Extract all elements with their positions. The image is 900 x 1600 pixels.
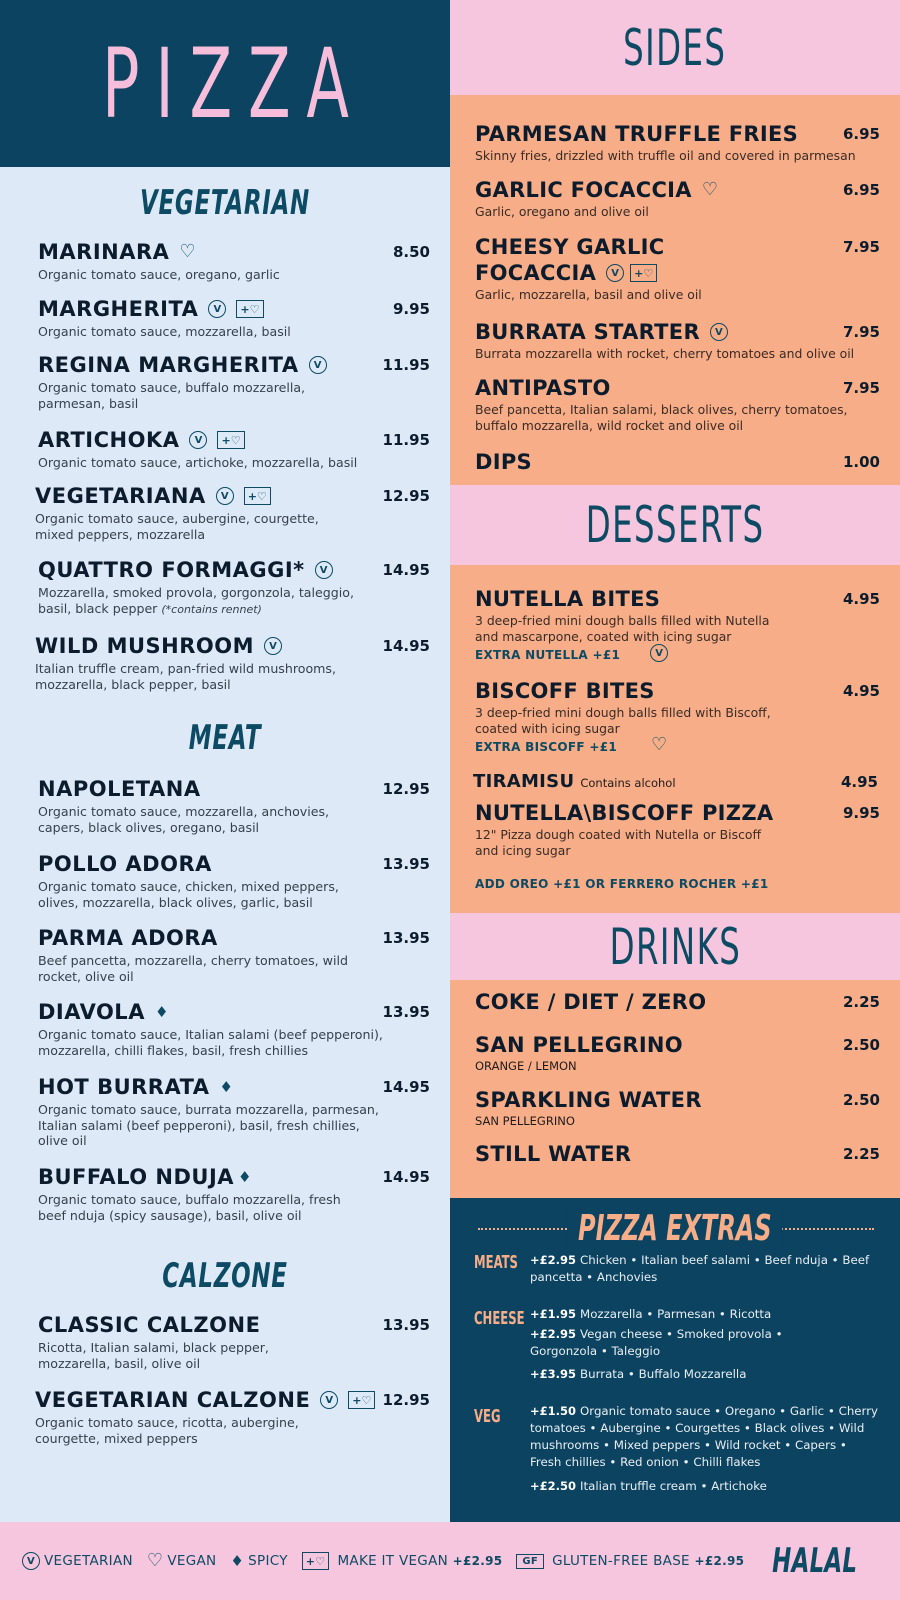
- dessert-item: TIRAMISU Contains alcohol 4.95: [473, 771, 878, 792]
- item-price: 13.95: [382, 855, 430, 873]
- menu-item-artichoka: [38, 428, 430, 471]
- calzone-heading: CALZONE: [162, 1256, 288, 1296]
- extras-meats-label: MEATS: [474, 1252, 518, 1273]
- item-description: Organic tomato sauce, artichoke, mozzarella, basil: [38, 455, 358, 470]
- drink-item: COKE / DIET / ZERO 2.25: [475, 990, 880, 1014]
- sides-title: SIDES: [623, 18, 727, 77]
- menu-item-margherita: [38, 297, 430, 340]
- item-name: REGINA MARGHERITA: [38, 353, 299, 377]
- gluten-free-icon: GF: [516, 1554, 544, 1569]
- menu-item-marinara: [38, 240, 430, 283]
- side-item: CHEESY GARLIC 7.95 FOCACCIA V +♡ Garlic, mozzarella, basil and olive oil: [475, 235, 880, 302]
- item-note: (*contains rennet): [161, 602, 262, 616]
- item-name: HOT BURRATA: [38, 1075, 210, 1099]
- extras-line: +£1.50 Organic tomato sauce • Oregano • Garlic • Cherry tomatoes • Aubergine • Courgettes • Black olives • Wild mushrooms • Mixed peppers • Wild rocket • Capers • Fresh chillies • Red onion • Chilli flakes: [530, 1404, 879, 1469]
- spicy-icon: ♦: [154, 1003, 169, 1021]
- item-price: 9.95: [392, 300, 430, 318]
- pizza-column: [0, 0, 450, 1522]
- item-name: VEGETARIANA: [35, 484, 206, 508]
- extras-line: +£2.95 Chicken • Italian beef salami • Beef nduja • Beef pancetta • Anchovies: [530, 1253, 870, 1284]
- menu-item-hot-burrata: [38, 1075, 430, 1149]
- make-it-vegan-icon: +♡: [217, 431, 244, 449]
- vegetarian-heading: VEGETARIAN: [139, 183, 311, 223]
- menu-item-vegetarian-calzone: [35, 1388, 430, 1446]
- legend-make-it-vegan: +♡ MAKE IT VEGAN +£2.95: [302, 1552, 503, 1570]
- menu-item-vegetariana: [35, 484, 430, 542]
- item-description: Organic tomato sauce, buffalo mozzarella, fresh beef nduja (spicy sausage), basil, olive oil: [38, 1192, 341, 1223]
- extras-line: +£2.95 Vegan cheese • Smoked provola • Gorgonzola • Taleggio: [530, 1327, 783, 1358]
- item-price: 14.95: [382, 1078, 430, 1096]
- menu-item-diavola: [38, 1000, 430, 1058]
- item-name: QUATTRO FORMAGGI*: [38, 558, 305, 582]
- dietary-legend: [0, 1522, 900, 1600]
- dessert-item: BISCOFF BITES 4.95 3 deep-fried mini dough balls filled with Biscoff, coated with icing sugar EXTRA BISCOFF +£1 ♡: [475, 679, 880, 755]
- legend-spicy: ♦ SPICY: [230, 1552, 288, 1570]
- menu-item-pollo-adora: [38, 852, 430, 910]
- legend-gluten-free: GF GLUTEN-FREE BASE +£2.95: [516, 1553, 744, 1569]
- legend-vegetarian: V VEGETARIAN: [22, 1552, 133, 1570]
- item-price: 12.95: [382, 780, 430, 798]
- sides-desserts-drinks-column: [450, 0, 900, 1522]
- vegetarian-icon: V: [264, 637, 282, 655]
- make-it-vegan-icon: +♡: [244, 487, 271, 505]
- item-description: Organic tomato sauce, Italian salami (beef pepperoni), mozzarella, chilli flakes, basil, fresh chillies: [38, 1027, 383, 1058]
- extras-line: +£2.50 Italian truffle cream • Artichoke: [530, 1479, 767, 1493]
- menu-item-buffalo-nduja: [38, 1165, 430, 1223]
- extras-cheese-label: CHEESE: [474, 1308, 525, 1329]
- item-description: Organic tomato sauce, mozzarella, basil: [38, 324, 291, 339]
- sides-section: [450, 95, 900, 485]
- halal-label: HALAL: [772, 1541, 858, 1581]
- extras-line: +£3.95 Burrata • Buffalo Mozzarella: [530, 1367, 747, 1381]
- vegetarian-icon: V: [315, 561, 333, 579]
- desserts-section: [450, 565, 900, 913]
- item-price: 14.95: [382, 561, 430, 579]
- side-item: PARMESAN TRUFFLE FRIES 6.95 Skinny fries, drizzled with truffle oil and covered in parmesan: [475, 122, 880, 163]
- vegetarian-icon: V: [309, 356, 327, 374]
- desserts-header: [450, 485, 900, 565]
- drink-item: SAN PELLEGRINO 2.50 ORANGE / LEMON: [475, 1033, 880, 1073]
- menu-item-parma-adora: [38, 926, 430, 984]
- item-description: Organic tomato sauce, chicken, mixed peppers, olives, mozzarella, black olives, garlic, basil: [38, 879, 339, 910]
- menu-item-wild-mushroom: [35, 634, 430, 692]
- item-name: PARMA ADORA: [38, 926, 218, 950]
- item-price: 13.95: [382, 1316, 430, 1334]
- vegetarian-icon: V: [216, 487, 234, 505]
- vegan-icon: ♡: [651, 734, 668, 755]
- make-it-vegan-icon: +♡: [302, 1552, 330, 1570]
- vegetarian-icon: V: [606, 264, 624, 282]
- item-price: 12.95: [382, 487, 430, 505]
- legend-vegan: ♡ VEGAN: [146, 1550, 217, 1571]
- vegetarian-icon: V: [710, 323, 728, 341]
- spicy-icon: ♦: [219, 1078, 233, 1096]
- item-description: Organic tomato sauce, mozzarella, anchovies, capers, black olives, oregano, basil: [38, 804, 330, 835]
- item-name: MARINARA: [38, 240, 170, 264]
- item-name: POLLO ADORA: [38, 852, 212, 876]
- item-description: Ricotta, Italian salami, black pepper, mozzarella, basil, olive oil: [38, 1340, 269, 1371]
- dessert-item: NUTELLA\BISCOFF PIZZA 9.95 12" Pizza dough coated with Nutella or Biscoff and icing sugar: [475, 801, 880, 858]
- drinks-title: DRINKS: [609, 917, 741, 976]
- menu-item-regina-margherita: [38, 353, 430, 411]
- item-name: WILD MUSHROOM: [35, 634, 255, 658]
- menu-item-napoletana: [38, 777, 430, 835]
- meat-heading: MEAT: [188, 718, 262, 758]
- vegetarian-icon: V: [189, 431, 207, 449]
- item-price: 13.95: [382, 929, 430, 947]
- vegetarian-icon: V: [320, 1391, 338, 1409]
- dessert-item: NUTELLA BITES 4.95 3 deep-fried mini dough balls filled with Nutella and mascarpone, coated with icing sugar EXTRA NUTELLA +£1 V: [475, 587, 880, 662]
- make-it-vegan-icon: +♡: [630, 264, 657, 282]
- vegetarian-icon: V: [22, 1552, 40, 1570]
- vegan-icon: ♡: [701, 179, 718, 200]
- side-item: ANTIPASTO 7.95 Beef pancetta, Italian salami, black olives, cherry tomatoes, buffalo mozzarella, wild rocket and olive oil: [475, 376, 880, 433]
- make-it-vegan-icon: +♡: [236, 300, 263, 318]
- dessert-addon: ADD OREO +£1 OR FERRERO ROCHER +£1: [475, 877, 769, 891]
- menu-item-classic-calzone: [38, 1313, 430, 1371]
- extras-veg-label: VEG: [474, 1406, 501, 1427]
- item-price: 13.95: [382, 1003, 430, 1021]
- vegetarian-icon: V: [208, 300, 226, 318]
- item-description: Organic tomato sauce, oregano, garlic: [38, 267, 280, 282]
- item-description: Organic tomato sauce, ricotta, aubergine, courgette, mixed peppers: [35, 1415, 299, 1446]
- drinks-section: [450, 980, 900, 1198]
- pizza-header: [0, 0, 450, 167]
- side-item: DIPS 1.00: [475, 450, 880, 474]
- item-description: Mozzarella, smoked provola, gorgonzola, taleggio, basil, black pepper: [38, 585, 354, 616]
- drink-item: STILL WATER 2.25: [475, 1142, 880, 1166]
- item-description: Organic tomato sauce, buffalo mozzarella, parmesan, basil: [38, 380, 306, 411]
- drinks-header: [450, 913, 900, 980]
- pizza-title: PIZZA: [101, 27, 365, 140]
- side-item: BURRATA STARTER V 7.95 Burrata mozzarella with rocket, cherry tomatoes and olive oil: [475, 320, 880, 361]
- item-price: 8.50: [392, 243, 430, 261]
- pizza-extras-title: PIZZA EXTRAS: [568, 1208, 782, 1249]
- item-description: Beef pancetta, mozzarella, cherry tomatoes, wild rocket, olive oil: [38, 953, 348, 984]
- menu-item-quattro-formaggi: [38, 558, 430, 617]
- vegan-icon: ♡: [179, 241, 196, 262]
- item-price: 12.95: [382, 1391, 430, 1409]
- item-description: Organic tomato sauce, burrata mozzarella, parmesan, Italian salami (beef pepperoni), basil, fresh chillies, olive oil: [38, 1102, 379, 1148]
- side-item: GARLIC FOCACCIA ♡ 6.95 Garlic, oregano and olive oil: [475, 178, 880, 219]
- vegan-icon: ♡: [146, 1550, 164, 1571]
- item-name: CLASSIC CALZONE: [38, 1313, 261, 1337]
- make-it-vegan-icon: +♡: [348, 1391, 375, 1409]
- item-name: NAPOLETANA: [38, 777, 201, 801]
- item-name: ARTICHOKA: [38, 428, 180, 452]
- desserts-title: DESSERTS: [585, 496, 765, 554]
- item-description: Organic tomato sauce, aubergine, courgette, mixed peppers, mozzarella: [35, 511, 319, 542]
- sides-header: [450, 0, 900, 95]
- item-price: 11.95: [382, 356, 430, 374]
- spicy-icon: ♦: [230, 1552, 245, 1570]
- item-description: Italian truffle cream, pan-fried wild mushrooms, mozzarella, black pepper, basil: [35, 661, 336, 692]
- pizza-extras-section: [450, 1198, 900, 1522]
- item-name: DIAVOLA: [38, 1000, 145, 1024]
- item-price: 14.95: [382, 1168, 430, 1186]
- item-price: 14.95: [382, 637, 430, 655]
- drink-item: SPARKLING WATER 2.50 SAN PELLEGRINO: [475, 1088, 880, 1128]
- item-name: MARGHERITA: [38, 297, 199, 321]
- item-name: BUFFALO NDUJA: [38, 1165, 235, 1189]
- spicy-icon: ♦: [238, 1168, 252, 1186]
- item-name: VEGETARIAN CALZONE: [35, 1388, 311, 1412]
- vegetarian-icon: V: [650, 644, 668, 662]
- extras-line: +£1.95 Mozzarella • Parmesan • Ricotta: [530, 1307, 772, 1321]
- item-price: 11.95: [382, 431, 430, 449]
